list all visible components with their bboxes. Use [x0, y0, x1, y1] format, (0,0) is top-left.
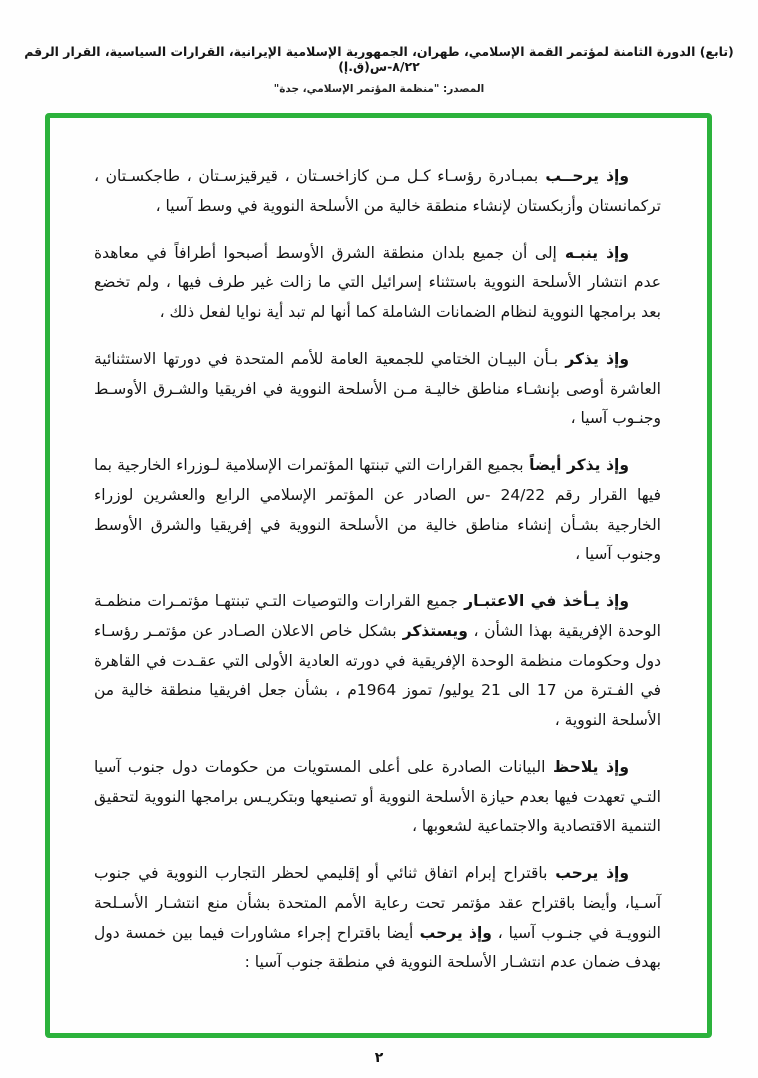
paragraph-text: بشكل خاص الاعلان الصـادر عن مؤتمـر رؤسـاء دول وحكومات منظمة الوحدة الإفريقية في دورته العادية الأولى التي عقـدت في القاهرة في الفـترة من 17 الى 21 يوليو/ تموز 1964م ، بشأن جعل افريقيا منطقة خالية من الأسلحة النووية ، [94, 621, 662, 729]
paragraph-text: بـأن البيـان الختامي للجمعية العامة للأمم المتحدة في دورتها الاستثنائية العاشرة أوصى بإنشـاء مناطق خاليـة مـن الأسلحة النووية في افريقيا والشـرق الأوسـط وجنـوب آسيا ، [94, 349, 661, 428]
paragraph-lead-text: وإذ يلاحظ [545, 757, 629, 776]
page-header [0, 0, 758, 95]
paragraph-lead-text: وإذ يـأخذ في الاعتبـار [457, 592, 629, 610]
paragraph-lead-text: وإذ يرحب [547, 864, 629, 882]
paragraph-text: باقتراح إبرام اتفاق ثنائي أو إقليمي لحظر التجارب النووية في جنوب آسـيا، وأيضا باقتراح عقد مؤتمر تحت رعاية الأمم المتحدة بشأن منع انتشـار الأسـلحة النوويـة في جنـوب آسيا ، [94, 864, 661, 942]
document-title: (تابع) الدورة الثامنة لمؤتمر القمة الإسلامي، طهران، الجمهورية الإسلامية الإيرانية، القرارات السياسية، القرار الرقم ٨/٢٢-س(ق.إ) [24, 44, 734, 74]
paragraph-text: أيضا باقتراح إجراء مشاورات فيما بين خمسة دول بهدف ضمان عدم انتشـار الأسلحة النووية في منطقة جنوب آسيا : [94, 923, 661, 972]
paragraph-lead-text: وإذ ينبـه [556, 243, 629, 262]
paragraph [94, 239, 661, 328]
paragraph-lead-text: وإذ يذكر أيضاً [523, 456, 629, 474]
paragraph-lead-text: وإذ يرحــب [538, 167, 629, 185]
paragraph-lead-text: وإذ يذكر [558, 349, 629, 368]
page-number: ٢ [374, 1050, 384, 1066]
document-source: المصدر: "منظمة المؤتمر الإسلامي، جدة" [273, 83, 485, 95]
paragraph-lead-text: ويستذكر [396, 621, 468, 640]
paragraph [94, 345, 661, 434]
paragraph-text: إلى أن جميع بلدان منطقة الشرق الأوسط أصبحوا أطرافاً في معاهدة عدم انتشار الأسلحة النووية باستثناء إسرائيل التي ما زالت غير طرف فيها ، ولم تخضع بعد برامجها النووية لنظام الضمانات الشاملة كما أنها لم تبد أية نوايا لفعل ذلك ، [94, 243, 661, 321]
green-content-frame [45, 113, 712, 1038]
paragraph [94, 451, 661, 570]
paragraph [94, 859, 661, 978]
document-paragraphs [50, 118, 707, 1015]
paragraph [94, 587, 661, 736]
paragraph-text: جميع القرارات والتوصيات التـي تبنتهـا مؤتمـرات منظمـة الوحدة الإفريقية بهذا الشأن ، [94, 592, 661, 640]
paragraph-text: البيانات الصادرة على أعلى المستويات من حكومات دول جنوب آسيا التـي تعهدت فيها بعدم حيازة الأسلحة النووية أو تصنيعها وبتكريـس برامجها النووية لتحقيق التنمية الاقتصادية والاجتماعية لشعوبها ، [94, 757, 661, 836]
paragraph-text: بمبـادرة رؤسـاء كـل مـن كازاخسـتان ، قيرقيزسـتان ، طاجكسـتان ، تركمانستان وأزبكستان لإنشاء منطقة خالية من الأسلحة النووية في وسط آسيا ، [94, 167, 661, 215]
paragraph [94, 162, 661, 222]
page-footer [0, 1047, 758, 1066]
paragraph-lead-text: وإذ يرحب [413, 923, 492, 942]
paragraph [94, 753, 661, 842]
paragraph-text: بجميع القرارات التي تبنتها المؤتمرات الإسلامية لـوزراء الخارجية بما فيها القرار رقم 24/22 -س الصادر عن المؤتمر الإسلامي الرابع والعشرين لوزراء الخارجية بشـأن إنشاء مناطق خالية من الأسلحة النووية في إفريقيا والشرق الأوسط وجنوب آسيا ، [94, 456, 661, 564]
